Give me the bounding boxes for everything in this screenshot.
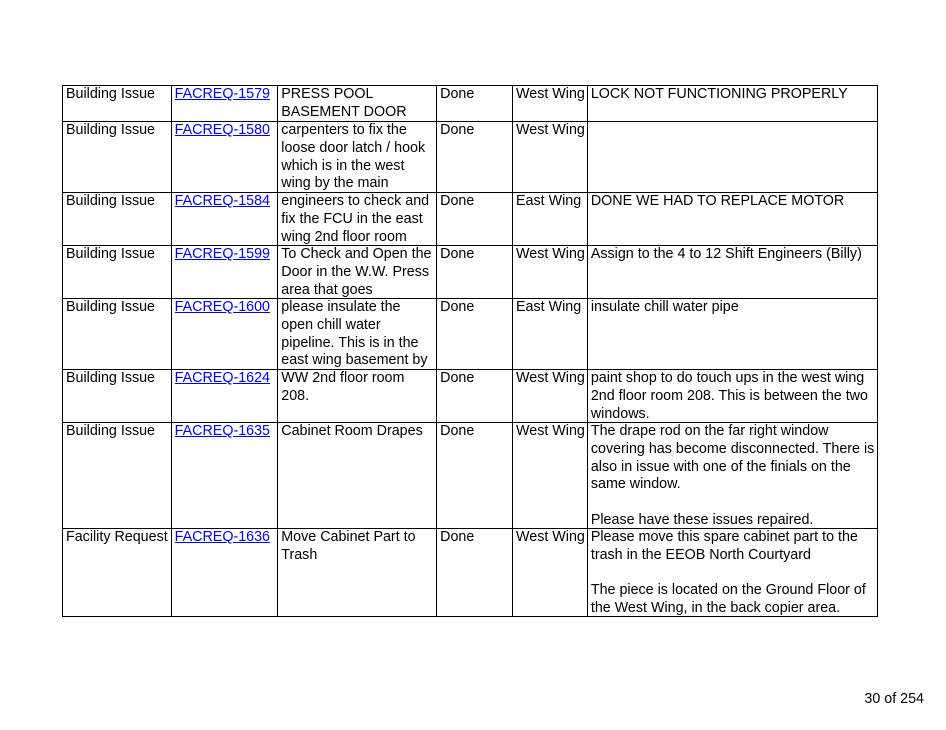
request-type: Building Issue: [66, 122, 156, 138]
request-description: carpenters to fix the loose door latch / hook which is in the west wing by the main: [281, 122, 426, 192]
request-status: Done: [440, 86, 475, 102]
request-type-cell: [63, 193, 172, 246]
request-notes-cell: [587, 193, 877, 246]
request-notes-cell: [587, 299, 877, 370]
request-type-cell: [63, 529, 172, 617]
request-location-cell: [513, 193, 588, 246]
request-id-link[interactable]: FACREQ-1580: [174, 122, 271, 138]
notes-spacer: [591, 494, 877, 512]
request-status: Done: [440, 299, 475, 315]
request-description-cell: [278, 529, 437, 617]
request-location-cell: [513, 370, 588, 423]
request-description: Cabinet Room Drapes: [281, 423, 423, 439]
request-type: Building Issue: [66, 86, 156, 102]
request-notes: [591, 246, 877, 298]
request-id-cell: [171, 246, 278, 299]
request-location: East Wing: [516, 299, 582, 315]
request-location-cell: [513, 246, 588, 299]
table-row: [63, 193, 878, 246]
table-row: [63, 529, 878, 617]
request-location: West Wing: [516, 423, 585, 439]
request-location: West Wing: [516, 86, 585, 102]
table-row: [63, 246, 878, 299]
request-location-cell: [513, 299, 588, 370]
request-status-cell: [437, 193, 513, 246]
request-description: To Check and Open the Door in the W.W. Press area that goes: [281, 246, 432, 298]
request-status: Done: [440, 370, 475, 386]
request-notes: [591, 193, 877, 245]
request-description-cell: [278, 122, 437, 193]
request-id-cell: [171, 423, 278, 529]
page-number: 30 of 254: [864, 691, 924, 707]
request-description-cell: [278, 246, 437, 299]
request-type: Building Issue: [66, 423, 156, 439]
facility-requests-body: [63, 86, 878, 617]
request-id-link[interactable]: FACREQ-1599: [174, 246, 271, 262]
notes-paragraph: insulate chill water pipe: [590, 299, 739, 315]
notes-paragraph: The drape rod on the far right window covering has become disconnected. There is also in issue with one of the finials on the same window.: [590, 423, 875, 493]
request-type: Facility Request: [66, 529, 168, 545]
request-id-cell: [171, 299, 278, 370]
request-location-cell: [513, 86, 588, 122]
request-notes-cell: [587, 122, 877, 193]
request-description-cell: [278, 86, 437, 122]
request-location-cell: [513, 529, 588, 617]
request-type: Building Issue: [66, 370, 156, 386]
request-description: WW 2nd floor room 208.: [281, 370, 405, 404]
table-row: [63, 370, 878, 423]
request-id-link[interactable]: FACREQ-1635: [174, 423, 271, 439]
request-notes: [591, 423, 877, 528]
request-description-cell: [278, 299, 437, 370]
request-type: Building Issue: [66, 299, 156, 315]
request-description-cell: [278, 193, 437, 246]
request-status-cell: [437, 529, 513, 617]
request-status: Done: [440, 122, 475, 138]
request-description: Move Cabinet Part to Trash: [281, 529, 416, 563]
request-type-cell: [63, 423, 172, 529]
request-notes: [591, 86, 877, 121]
notes-paragraph: Assign to the 4 to 12 Shift Engineers (Billy): [590, 246, 862, 262]
request-notes-cell: [587, 529, 877, 617]
request-status-cell: [437, 122, 513, 193]
notes-spacer: [591, 565, 877, 583]
request-type-cell: [63, 370, 172, 423]
request-description-cell: [278, 370, 437, 423]
table-row: [63, 86, 878, 122]
request-location-cell: [513, 122, 588, 193]
request-location: West Wing: [516, 246, 585, 262]
request-type: Building Issue: [66, 246, 156, 262]
request-notes-cell: [587, 246, 877, 299]
request-id-link[interactable]: FACREQ-1600: [174, 299, 271, 315]
request-status-cell: [437, 370, 513, 423]
request-type-cell: [63, 299, 172, 370]
request-type-cell: [63, 246, 172, 299]
notes-paragraph: The piece is located on the Ground Floor of the West Wing, in the back copier area.: [590, 582, 866, 616]
request-id-link[interactable]: FACREQ-1636: [174, 529, 271, 545]
request-id-link[interactable]: FACREQ-1624: [174, 370, 271, 386]
request-notes: [591, 122, 877, 192]
request-id-cell: [171, 193, 278, 246]
request-type-cell: [63, 86, 172, 122]
request-status-cell: [437, 86, 513, 122]
request-notes-cell: [587, 370, 877, 423]
notes-paragraph: Please have these issues repaired.: [590, 511, 814, 528]
table-row: [63, 122, 878, 193]
request-status: Done: [440, 246, 475, 262]
notes-paragraph: LOCK NOT FUNCTIONING PROPERLY: [590, 86, 848, 102]
request-description: PRESS POOL BASEMENT DOOR: [281, 86, 407, 120]
notes-paragraph: paint shop to do touch ups in the west wing 2nd floor room 208. This is between the two windows.: [590, 370, 868, 422]
request-notes: [591, 299, 877, 369]
request-notes: [591, 370, 877, 422]
request-id-cell: [171, 529, 278, 617]
request-id-cell: [171, 86, 278, 122]
request-notes-cell: [587, 423, 877, 529]
request-status: Done: [440, 529, 475, 545]
request-id-link[interactable]: FACREQ-1584: [174, 193, 271, 209]
request-id-link[interactable]: FACREQ-1579: [174, 86, 271, 102]
request-type-cell: [63, 122, 172, 193]
request-status-cell: [437, 423, 513, 529]
notes-paragraph: DONE WE HAD TO REPLACE MOTOR: [590, 193, 845, 209]
request-type: Building Issue: [66, 193, 156, 209]
notes-paragraph: Please move this spare cabinet part to the trash in the EEOB North Courtyard: [590, 529, 858, 563]
request-location: West Wing: [516, 122, 585, 138]
request-location: West Wing: [516, 529, 585, 545]
request-status: Done: [440, 193, 475, 209]
facility-requests-table: [62, 85, 878, 617]
request-location: East Wing: [516, 193, 582, 209]
request-status-cell: [437, 246, 513, 299]
request-description: please insulate the open chill water pipeline. This is in the east wing basement by: [281, 299, 428, 369]
request-location-cell: [513, 423, 588, 529]
request-notes-cell: [587, 86, 877, 122]
request-location: West Wing: [516, 370, 585, 386]
table-row: [63, 299, 878, 370]
request-id-cell: [171, 122, 278, 193]
request-status-cell: [437, 299, 513, 370]
request-id-cell: [171, 370, 278, 423]
request-notes: [591, 529, 877, 616]
request-status: Done: [440, 423, 475, 439]
request-description: engineers to check and fix the FCU in the east wing 2nd floor room: [281, 193, 430, 245]
request-description-cell: [278, 423, 437, 529]
table-row: [63, 423, 878, 529]
